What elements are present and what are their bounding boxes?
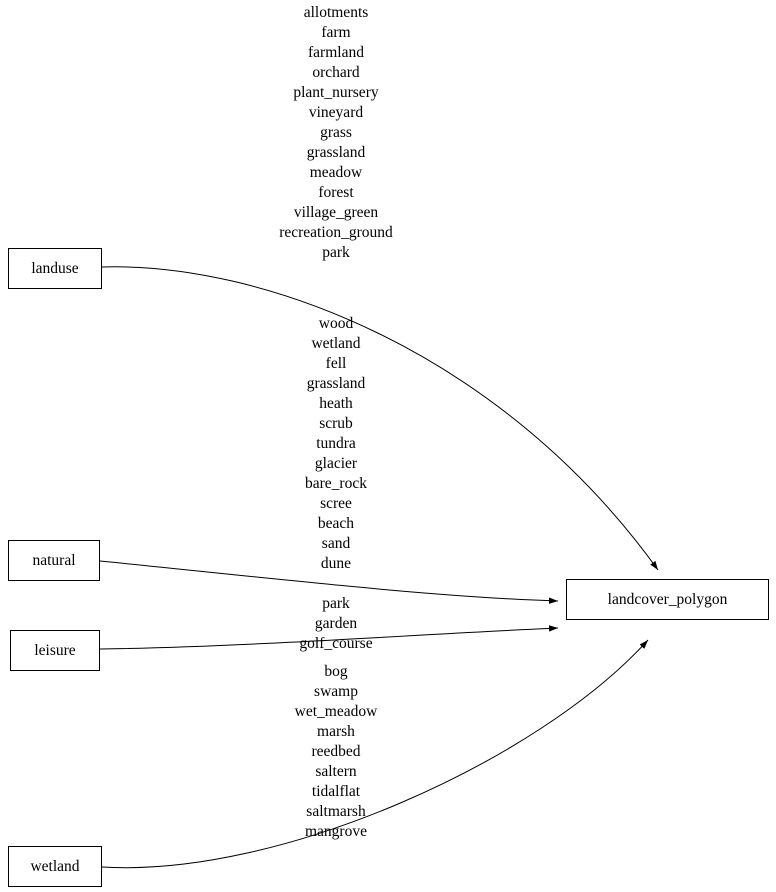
label-value: bare_rock [305, 475, 367, 492]
label-value: tundra [316, 435, 356, 452]
node-leisure-label: leisure [34, 641, 76, 659]
label-value: swamp [314, 683, 358, 700]
node-leisure[interactable] [10, 630, 100, 671]
label-value: plant_nursery [293, 84, 379, 101]
label-value: bog [324, 663, 348, 680]
label-value: saltern [315, 763, 357, 780]
label-value: saltmarsh [306, 803, 366, 820]
node-landuse[interactable] [8, 248, 102, 289]
label-value: heath [319, 395, 353, 412]
label-value: golf_course [299, 635, 373, 652]
label-value: farm [321, 24, 351, 41]
node-natural[interactable] [8, 540, 100, 581]
label-value: wood [318, 315, 354, 332]
node-landcover-polygon-label: landcover_polygon [607, 590, 728, 608]
label-value: marsh [317, 723, 355, 740]
label-value: grass [320, 124, 352, 141]
label-value: scrub [319, 415, 353, 432]
label-value: allotments [303, 4, 369, 21]
label-value: scree [320, 495, 352, 512]
label-value: forest [318, 184, 354, 201]
node-natural-label: natural [32, 551, 76, 569]
label-value: garden [314, 615, 358, 632]
label-value: grassland [306, 144, 366, 161]
label-value: glacier [314, 455, 358, 472]
label-value: recreation_ground [279, 224, 393, 241]
label-group-wetland-values [186, 662, 486, 842]
label-value: wetland [311, 335, 361, 352]
label-group-leisure-values [186, 594, 486, 654]
label-value: vineyard [308, 104, 364, 121]
label-value: mangrove [305, 823, 367, 840]
label-value: meadow [309, 164, 363, 181]
label-value: sand [321, 535, 351, 552]
node-landuse-label: landuse [31, 259, 79, 277]
label-value: wet_meadow [294, 703, 378, 720]
label-value: orchard [312, 64, 360, 81]
label-value: reedbed [311, 743, 361, 760]
label-group-landuse-values [186, 3, 486, 263]
label-value: tidalflat [311, 783, 361, 800]
label-value: park [322, 595, 350, 612]
label-value: farmland [308, 44, 364, 61]
label-value: dune [320, 555, 352, 572]
node-landcover-polygon[interactable] [566, 579, 769, 620]
label-value: grassland [306, 375, 366, 392]
node-wetland-label: wetland [30, 857, 80, 875]
label-value: village_green [293, 204, 379, 221]
label-value: fell [325, 355, 347, 372]
label-group-natural-values [186, 314, 486, 574]
node-wetland[interactable] [8, 846, 102, 887]
label-value: beach [317, 515, 355, 532]
label-value: park [322, 244, 350, 261]
